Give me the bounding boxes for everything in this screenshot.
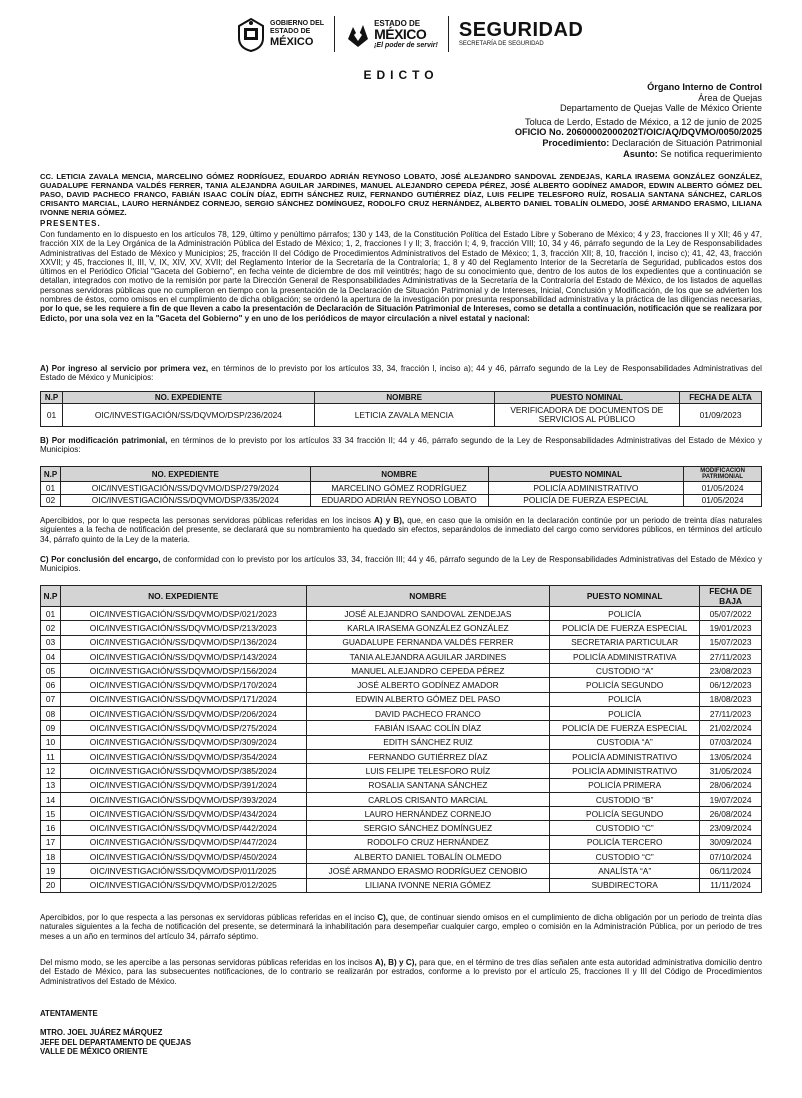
header-logos	[236, 14, 583, 54]
cell-puesto: POLICÍA	[550, 707, 700, 721]
cell-expediente: OIC/INVESTIGACIÓN/SS/DQVMO/DSP/143/2024	[60, 649, 306, 663]
cell-expediente: OIC/INVESTIGACIÓN/SS/DQVMO/DSP/442/2024	[60, 821, 306, 835]
gob-label-1: GOBIERNO DEL	[270, 20, 325, 27]
cell-expediente: OIC/INVESTIGACIÓN/SS/DQVMO/DSP/011/2025	[60, 864, 306, 878]
divider	[448, 16, 449, 52]
del-mismo-modo	[40, 958, 762, 986]
section-a-text: en términos de lo previsto por los artículos 33, 34, fracción I, inciso a); 44 y 46, párrafo segundo de la Ley de Responsabilidades Administrativas del Estado de México y Municipios:	[40, 364, 762, 383]
cell-np: 01	[41, 607, 61, 621]
cell-fecha: 13/05/2024	[700, 749, 762, 763]
gob-label-3: MÉXICO	[270, 36, 314, 48]
cell-nombre: KARLA IRASEMA GONZÁLEZ GONZÁLEZ	[306, 621, 550, 635]
cell-fecha: 15/07/2023	[700, 635, 762, 649]
presentes: PRESENTES.	[40, 219, 101, 228]
cell-fecha: 23/08/2023	[700, 664, 762, 678]
table-header-row	[41, 586, 762, 607]
cell-expediente: OIC/INVESTIGACIÓN/SS/DQVMO/DSP/393/2024	[60, 792, 306, 806]
cell-fecha: 28/06/2024	[700, 778, 762, 792]
cell-np: 20	[41, 878, 61, 892]
cell-np: 12	[41, 764, 61, 778]
cell-np: 17	[41, 835, 61, 849]
addressees: CC. LETICIA ZAVALA MENCIA, MARCELINO GÓMEZ RODRÍGUEZ, EDUARDO ADRIÁN REYNOSO LOBATO, JOSÉ ALEJANDRO SANDOVAL ZENDEJAS, KARLA IRASEMA GONZÁLEZ GONZÁLEZ, GUADALUPE FERNANDA VALDÉS FERRER, TANIA ALEJANDRA AGUILAR JARDINES, MANUEL ALEJANDRO CEPEDA PÉREZ, JOSÉ ALBERTO GODÍNEZ AMADOR, EDWIN ALBERTO GÓMEZ DEL PASO, DAVID PACHECO FRANCO, FABIÁN ISAAC COLÍN DÍAZ, EDITH SÁNCHEZ RUIZ, FERNANDO GUTIÉRREZ DÍAZ, LUIS FELIPE TELESFORO RUÍZ, ROSALIA SANTANA SÁNCHEZ, CARLOS CRISANTO MARCIAL, LAURO HERNÁNDEZ CORNEJO, SERGIO SÁNCHEZ DOMÍNGUEZ, RODOLFO CRUZ HERNÁNDEZ, ALBERTO DANIEL TOBALÍN OLMEDO, JOSÉ ARMANDO ERASMO, LILIANA IVONNE NERIA GÓMEZ.	[40, 172, 762, 218]
col-puesto: PUESTO NOMINAL	[550, 586, 700, 607]
cell-np: 05	[41, 664, 61, 678]
table-row	[41, 792, 762, 806]
col-expediente: NO. EXPEDIENTE	[60, 467, 310, 482]
signature-block	[40, 1028, 191, 1057]
cell-expediente: OIC/INVESTIGACIÓN/SS/DQVMO/DSP/156/2024	[60, 664, 306, 678]
cell-nombre: MANUEL ALEJANDRO CEPEDA PÉREZ	[306, 664, 550, 678]
cell-nombre: GUADALUPE FERNANDA VALDÉS FERRER	[306, 635, 550, 649]
cell-fecha: 06/11/2024	[700, 864, 762, 878]
cell-puesto: POLICÍA DE FUERZA ESPECIAL	[550, 721, 700, 735]
table-row	[41, 878, 762, 892]
cell-nombre: LUIS FELIPE TELESFORO RUÍZ	[306, 764, 550, 778]
cell-expediente: OIC/INVESTIGACIÓN/SS/DQVMO/DSP/213/2023	[60, 621, 306, 635]
cell-fecha: 07/03/2024	[700, 735, 762, 749]
edo-label-2: MÉXICO	[374, 25, 427, 42]
place-date: Toluca de Lerdo, Estado de México, a 12 de junio de 2025	[525, 116, 762, 127]
hands-emblem-icon	[345, 19, 371, 49]
cell-expediente: OIC/INVESTIGACIÓN/SS/DQVMO/DSP/391/2024	[60, 778, 306, 792]
table-row	[41, 850, 762, 864]
cell-puesto: POLICÍA ADMINISTRATIVO	[550, 749, 700, 763]
organ-name: Órgano Interno de Control	[647, 82, 762, 92]
col-puesto: PUESTO NOMINAL	[494, 392, 680, 404]
cell-fecha: 21/02/2024	[700, 721, 762, 735]
table-row	[41, 735, 762, 749]
cell-fecha: 06/12/2023	[700, 678, 762, 692]
cell-puesto: SECRETARIA PARTICULAR	[550, 635, 700, 649]
col-np: N.P	[41, 467, 61, 482]
cell-np: 19	[41, 864, 61, 878]
cell-nombre: MARCELINO GÓMEZ RODRÍGUEZ	[310, 482, 488, 495]
section-a-intro	[40, 364, 762, 383]
proc-label: Procedimiento:	[542, 137, 610, 148]
table-a	[40, 391, 762, 427]
cell-puesto: ANALÍSTA “A”	[550, 864, 700, 878]
cell-nombre: LETICIA ZAVALA MENCIA	[314, 404, 494, 427]
state-seal-icon	[236, 16, 266, 52]
body-text: Con fundamento en lo dispuesto en los artículos 78, 129, último y penúltimo párrafos; 130 y 143, de la Constitución Política del Estado Libre y Soberano de México; 4 y 23, fracciones II y XII; 46 y 47, fracción XIX de la Ley Orgánica de la Administración Pública del Estado de México; 1, 2, fracciones I y II; 3, fracción I; 4, 9, fracción VIII; 10, 34 y 46, párrafo segundo de la Ley de Responsabilidades Administrativas del Estado de México y Municipios; 25, fracción II del Código de Procedimientos Administrativos del Estado de México; 1, 3, fracción XII; 8, 10, fracción I, inciso c); 41, 42, 43, fracción XXVII; y 45, fracciones II, III, V, IX, XIV, XV, XVII; del Reglamento Interior de la Secretaría de la Contraloría; 1, 8 y 40 del Reglamento Interior de la Secretaría de Seguridad, publicados estos dos últimos en el Periódico Oficial "Gaceta del Gobierno", en fecha veinte de diciembre de dos mil veintitrés; hago de su conocimiento que, dentro de los autos de los expedientes que a continuación se detallan, integrados con motivo de la remisión por parte la Dirección General de Responsabilidades Administrativas de la Secretaría de la Contraloría del Estado de México, de los listados de aquellas personas servidoras públicas que no cumplieron en tiempo con la presentación de la Declaración de Situación Patrimonial y de Intereses, Inicial, Conclusión y Modificación, de los que se advierten los nombres de éstos, como omisos en el cumplimiento de dicha obligación; se ordenó la apertura de la investigación por presunta responsabilidad administrativa y la práctica de las diligencias necesarias,	[40, 230, 762, 305]
cell-fecha: 19/07/2024	[700, 792, 762, 806]
table-row	[41, 678, 762, 692]
seguridad-logo	[459, 20, 584, 48]
cell-puesto: POLICÍA ADMINISTRATIVA	[550, 649, 700, 663]
table-row	[41, 635, 762, 649]
apercibidos-c-inciso: C),	[377, 913, 389, 922]
cell-puesto: POLICÍA	[550, 607, 700, 621]
del-mismo-incisos: A), B) y C),	[374, 958, 417, 967]
cell-nombre: EDITH SÁNCHEZ RUIZ	[306, 735, 550, 749]
cell-np: 14	[41, 792, 61, 806]
table-row	[41, 764, 762, 778]
col-nombre: NOMBRE	[310, 467, 488, 482]
cell-puesto: CUSTODIO “C”	[550, 850, 700, 864]
section-a-lead: A) Por ingreso al servicio por primera vez,	[40, 364, 209, 373]
divider	[334, 16, 335, 52]
cell-nombre: FABIÁN ISAAC COLÍN DÍAZ	[306, 721, 550, 735]
apercibidos-c-text-1: Apercibidos, por lo que respecta a las personas ex servidoras públicas referidas en el inciso	[40, 913, 375, 922]
col-np: N.P	[41, 586, 61, 607]
cell-puesto: VERIFICADORA DE DOCUMENTOS DE SERVICIOS AL PÚBLICO	[494, 404, 680, 427]
cell-puesto: CUSTODIO “B”	[550, 792, 700, 806]
section-b-intro	[40, 436, 762, 455]
cell-fecha: 27/11/2023	[700, 707, 762, 721]
cell-np: 06	[41, 678, 61, 692]
table-row	[41, 821, 762, 835]
apercibidos-ab-text-2: que, en caso que la omisión en la declaración continúe por un periodo de treinta días naturales siguientes a la fecha de notificación del presente, se declarará que su nombramiento ha quedado sin efectos, separándolos de inmediato del cargo como servidores públicos, en términos del artículo 34, párrafo quinto de la Ley de la materia.	[40, 516, 763, 544]
col-expediente: NO. EXPEDIENTE	[60, 586, 306, 607]
table-row	[41, 721, 762, 735]
edo-slogan: ¡El poder de servir!	[374, 41, 438, 49]
cell-expediente: OIC/INVESTIGACIÓN/SS/DQVMO/DSP/275/2024	[60, 721, 306, 735]
page-title: EDICTO	[363, 68, 439, 82]
cell-np: 11	[41, 749, 61, 763]
table-row	[41, 864, 762, 878]
section-c-lead: C) Por conclusión del encargo,	[40, 555, 161, 564]
area-name: Área de Quejas	[698, 92, 762, 103]
closing: ATENTAMENTE	[40, 1009, 98, 1018]
cell-np: 02	[41, 621, 61, 635]
signer-name: MTRO. JOEL JUÁREZ MÁRQUEZ	[40, 1028, 163, 1037]
cell-nombre: EDUARDO ADRIÁN REYNOSO LOBATO	[310, 494, 488, 507]
cell-puesto: POLICÍA SEGUNDO	[550, 678, 700, 692]
apercibidos-c	[40, 913, 762, 941]
signer-office: VALLE DE MÉXICO ORIENTE	[40, 1047, 148, 1057]
cell-np: 04	[41, 649, 61, 663]
cell-fecha: 01/05/2024	[684, 494, 762, 507]
cell-expediente: OIC/INVESTIGACIÓN/SS/DQVMO/DSP/279/2024	[60, 482, 310, 495]
cell-fecha: 27/11/2023	[700, 649, 762, 663]
cell-puesto: POLICÍA DE FUERZA ESPECIAL	[488, 494, 684, 507]
cell-nombre: LAURO HERNÁNDEZ CORNEJO	[306, 807, 550, 821]
gobierno-logo	[236, 16, 324, 52]
table-row	[41, 607, 762, 621]
cell-puesto: POLICÍA ADMINISTRATIVO	[488, 482, 684, 495]
cell-np: 09	[41, 721, 61, 735]
cell-nombre: JOSÉ ALEJANDRO SANDOVAL ZENDEJAS	[306, 607, 550, 621]
cell-puesto: POLICÍA DE FUERZA ESPECIAL	[550, 621, 700, 635]
proc-value: Declaración de Situación Patrimonial	[611, 137, 762, 148]
col-nombre: NOMBRE	[314, 392, 494, 404]
dept-name: Departamento de Quejas Valle de México Oriente	[559, 103, 762, 114]
cell-expediente: OIC/INVESTIGACIÓN/SS/DQVMO/DSP/309/2024	[60, 735, 306, 749]
cell-expediente: OIC/INVESTIGACIÓN/SS/DQVMO/DSP/236/2024	[62, 404, 314, 427]
cell-nombre: SERGIO SÁNCHEZ DOMÍNGUEZ	[306, 821, 550, 835]
cell-expediente: OIC/INVESTIGACIÓN/SS/DQVMO/DSP/385/2024	[60, 764, 306, 778]
cell-np: 02	[41, 494, 61, 507]
cell-nombre: LILIANA IVONNE NERIA GÓMEZ	[306, 878, 550, 892]
cell-expediente: OIC/INVESTIGACIÓN/SS/DQVMO/DSP/021/2023	[60, 607, 306, 621]
col-fecha-baja: FECHA DE BAJA	[700, 586, 762, 607]
cell-puesto: CUSTODIO “C”	[550, 821, 700, 835]
apercibidos-ab	[40, 516, 762, 544]
cell-np: 15	[41, 807, 61, 821]
cell-fecha: 31/05/2024	[700, 764, 762, 778]
cell-puesto: CUSTODIO “A”	[550, 664, 700, 678]
cell-fecha: 05/07/2022	[700, 607, 762, 621]
table-row	[41, 835, 762, 849]
cell-np: 18	[41, 850, 61, 864]
cell-np: 07	[41, 692, 61, 706]
table-row	[41, 621, 762, 635]
col-modificacion: MODIFICACIÓN PATRIMONIAL	[684, 467, 762, 482]
cell-puesto: POLICÍA	[550, 692, 700, 706]
oficio-value: 20600002000202T/OIC/AQ/DQVMO/0050/2025	[566, 127, 762, 138]
table-c	[40, 585, 762, 893]
edo-label-1: ESTADO DE	[374, 18, 421, 28]
cell-fecha: 26/08/2024	[700, 807, 762, 821]
table-row	[41, 482, 762, 495]
section-b-text: en términos de lo previsto por los artículos 33 34 fracción II; 44 y 46, párrafo segundo de la Ley de Responsabilidades Administrativas del Estado de México y Municipios:	[40, 436, 763, 455]
seguridad-title: SEGURIDAD	[458, 19, 584, 41]
cell-np: 03	[41, 635, 61, 649]
cell-fecha: 11/11/2024	[700, 878, 762, 892]
oficio-label: OFICIO No.	[514, 127, 564, 138]
col-fecha: FECHA DE ALTA	[680, 392, 762, 404]
cell-puesto: POLICÍA TERCERO	[550, 835, 700, 849]
cell-nombre: RODOLFO CRUZ HERNÁNDEZ	[306, 835, 550, 849]
col-expediente: NO. EXPEDIENTE	[62, 392, 314, 404]
cell-expediente: OIC/INVESTIGACIÓN/SS/DQVMO/DSP/434/2024	[60, 807, 306, 821]
table-row	[41, 664, 762, 678]
cell-expediente: OIC/INVESTIGACIÓN/SS/DQVMO/DSP/335/2024	[60, 494, 310, 507]
cell-np: 16	[41, 821, 61, 835]
section-c-intro	[40, 555, 762, 574]
table-header-row	[41, 467, 762, 482]
office-block	[515, 82, 762, 159]
apercibidos-ab-incisos: A) y B),	[374, 516, 405, 525]
cell-expediente: OIC/INVESTIGACIÓN/SS/DQVMO/DSP/171/2024	[60, 692, 306, 706]
del-mismo-text-1: Del mismo modo, se les apercibe a las personas servidoras públicas referidas en los incisos	[40, 958, 373, 967]
cell-np: 01	[41, 404, 63, 427]
apercibidos-ab-text-1: Apercibidos, por lo que respecta las personas servidoras públicas referidas en los incisos	[40, 516, 371, 525]
cell-nombre: FERNANDO GUTIÉRREZ DÍAZ	[306, 749, 550, 763]
cell-np: 10	[41, 735, 61, 749]
col-nombre: NOMBRE	[306, 586, 550, 607]
cell-expediente: OIC/INVESTIGACIÓN/SS/DQVMO/DSP/206/2024	[60, 707, 306, 721]
cell-nombre: ROSALIA SANTANA SÁNCHEZ	[306, 778, 550, 792]
cell-np: 01	[41, 482, 61, 495]
table-row	[41, 649, 762, 663]
cell-fecha: 18/08/2023	[700, 692, 762, 706]
cell-expediente: OIC/INVESTIGACIÓN/SS/DQVMO/DSP/170/2024	[60, 678, 306, 692]
apercibidos-c-text-2: que, de continuar siendo omisos en el cumplimiento de dicha obligación por un periodo de treinta días naturales siguientes a la fecha de notificación del presente, se determinará la inhabilitación para desempeñar cualquier cargo, empleo o comisión en la Administración Pública, por un periodo de tres meses a un año en terminos del artículo 34, párrafo séptimo.	[40, 913, 763, 941]
body-paragraph	[40, 230, 762, 323]
cell-nombre: CARLOS CRISANTO MARCIAL	[306, 792, 550, 806]
cell-nombre: JOSÉ ALBERTO GODÍNEZ AMADOR	[306, 678, 550, 692]
table-row	[41, 494, 762, 507]
cell-nombre: JOSÉ ARMANDO ERASMO RODRÍGUEZ CENOBIO	[306, 864, 550, 878]
cell-fecha: 30/09/2024	[700, 835, 762, 849]
cell-expediente: OIC/INVESTIGACIÓN/SS/DQVMO/DSP/012/2025	[60, 878, 306, 892]
cell-np: 08	[41, 707, 61, 721]
cell-fecha: 01/09/2023	[680, 404, 762, 427]
table-row	[41, 749, 762, 763]
table-header-row	[41, 392, 762, 404]
cell-nombre: ALBERTO DANIEL TOBALÍN OLMEDO	[306, 850, 550, 864]
cell-fecha: 23/09/2024	[700, 821, 762, 835]
cell-nombre: DAVID PACHECO FRANCO	[306, 707, 550, 721]
cell-np: 13	[41, 778, 61, 792]
cell-nombre: EDWIN ALBERTO GÓMEZ DEL PASO	[306, 692, 550, 706]
cell-fecha: 07/10/2024	[700, 850, 762, 864]
table-row	[41, 778, 762, 792]
del-mismo-text-2: para que, en el término de tres días señalen ante esta autoridad administrativa domicilio dentro del Estado de México, para las subsecuentes notificaciones, de lo contrario se realizarán por estrados, conforme a lo previsto por el artículo 25, fracciones II y III del Código de Procedimientos Administrativos del Estado de México.	[40, 958, 763, 986]
col-np: N.P	[41, 392, 63, 404]
section-b-lead: B) Por modificación patrimonial,	[40, 436, 168, 445]
cell-nombre: TANIA ALEJANDRA AGUILAR JARDINES	[306, 649, 550, 663]
cell-puesto: CUSTODIA “A”	[550, 735, 700, 749]
cell-puesto: SUBDIRECTORA	[550, 878, 700, 892]
cell-puesto: POLICÍA SEGUNDO	[550, 807, 700, 821]
edomex-logo	[345, 18, 438, 51]
table-row	[41, 707, 762, 721]
body-bold-text: por lo que, se les requiere a fin de que lleven a cabo la presentación de Declaración de Situación Patrimonial de Intereses, como se detalla a continuación, notificación que se realizara por Edicto, por una sola vez en la "Gaceta del Gobierno" y en uno de los periódicos de mayor circulación a nivel estatal y nacional:	[40, 304, 762, 323]
cell-expediente: OIC/INVESTIGACIÓN/SS/DQVMO/DSP/354/2024	[60, 749, 306, 763]
cell-fecha: 01/05/2024	[684, 482, 762, 495]
table-row	[41, 692, 762, 706]
cell-puesto: POLICÍA PRIMERA	[550, 778, 700, 792]
signer-title: JEFE DEL DEPARTAMENTO DE QUEJAS	[40, 1037, 192, 1047]
cell-expediente: OIC/INVESTIGACIÓN/SS/DQVMO/DSP/136/2024	[60, 635, 306, 649]
table-row	[41, 807, 762, 821]
asunto-value: Se notifica requerimiento	[660, 148, 762, 159]
table-row	[41, 404, 762, 427]
cell-expediente: OIC/INVESTIGACIÓN/SS/DQVMO/DSP/450/2024	[60, 850, 306, 864]
seguridad-subtitle: SECRETARÍA DE SEGURIDAD	[458, 41, 544, 47]
cell-puesto: POLICÍA ADMINISTRATIVO	[550, 764, 700, 778]
col-puesto: PUESTO NOMINAL	[488, 467, 684, 482]
cell-fecha: 19/01/2023	[700, 621, 762, 635]
section-c-text: de conformidad con lo previsto por los artículos 33, 34, fracción III; 44 y 46, párrafo segundo de la Ley de Responsabilidades Administrativas del Estado de México y Municipios.	[40, 555, 762, 574]
gob-label-2: ESTADO DE	[270, 28, 311, 35]
table-b	[40, 466, 762, 507]
asunto-label: Asunto:	[623, 148, 658, 159]
cell-expediente: OIC/INVESTIGACIÓN/SS/DQVMO/DSP/447/2024	[60, 835, 306, 849]
